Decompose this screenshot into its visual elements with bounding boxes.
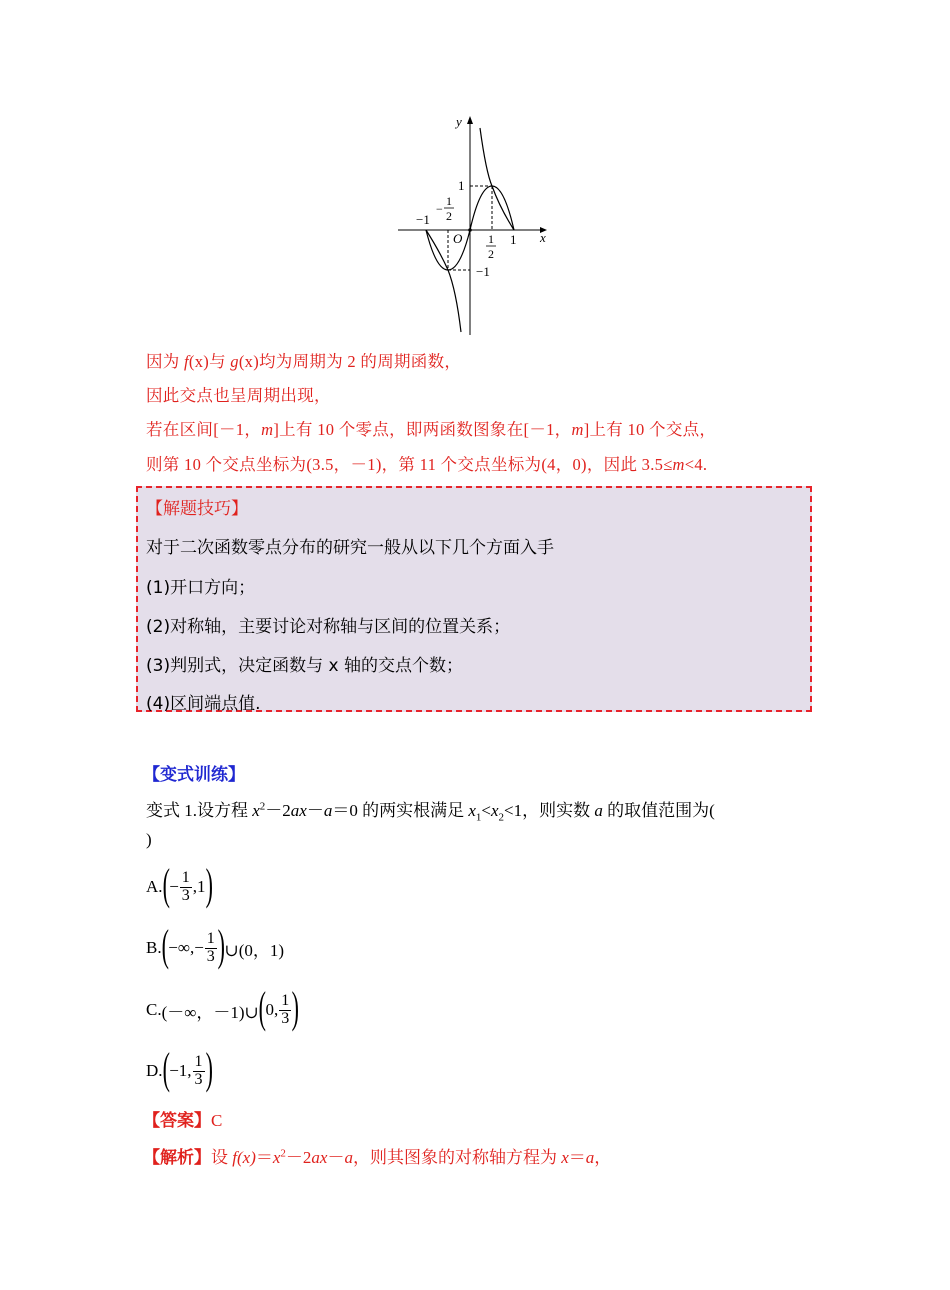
- analysis-tag: 【解析】: [143, 1148, 211, 1168]
- text: ]上有 10 个交点，: [583, 420, 717, 439]
- open-paren: (: [162, 860, 170, 909]
- option-label: B.: [146, 938, 162, 957]
- text: 0,: [265, 1000, 279, 1019]
- solution-line-1: [146, 348, 461, 372]
- text: m: [571, 420, 584, 439]
- curve-f: [480, 128, 514, 230]
- text: <4.: [684, 455, 708, 474]
- fraction: [205, 931, 217, 966]
- text: (x): [238, 352, 259, 371]
- tips-item-4: (4)区间端点值.: [146, 694, 261, 714]
- solution-line-2: 因此交点也呈周期出现，: [146, 386, 331, 405]
- tick-neg-half-sign: −: [436, 202, 443, 216]
- text: a: [344, 1148, 353, 1167]
- text: f: [232, 1148, 237, 1167]
- tick-neg-half-num: 1: [446, 194, 452, 208]
- x-axis-label: x: [540, 230, 546, 245]
- question-line: [146, 796, 715, 824]
- numerator: 1: [281, 991, 290, 1009]
- fraction: [193, 1054, 205, 1089]
- option-label: D.: [146, 1061, 163, 1080]
- close-paren: ): [291, 983, 300, 1032]
- text: 的取值范围为(: [602, 801, 715, 820]
- text: f: [184, 352, 189, 371]
- text: ]上有 10 个零点，即两函数图象在[－1，: [273, 420, 572, 439]
- text: －: [327, 1148, 345, 1167]
- text: ＝: [255, 1148, 273, 1167]
- text: x: [468, 801, 476, 820]
- numerator: 1: [181, 868, 190, 886]
- text: ，: [594, 1148, 612, 1167]
- open-paren: (: [162, 1044, 170, 1093]
- text: ax: [311, 1148, 328, 1167]
- numerator: 1: [194, 1052, 203, 1070]
- text: (x): [236, 1148, 256, 1167]
- text: a: [585, 1148, 595, 1167]
- open-paren: (: [161, 921, 169, 970]
- question-close-paren: ): [146, 830, 152, 849]
- text: －2: [265, 801, 291, 820]
- text: (－∞，－1)∪: [161, 1002, 259, 1022]
- tick-neg-half-den: 2: [446, 209, 452, 223]
- text: ∪(0，1): [224, 940, 285, 960]
- text: 2: [498, 811, 505, 824]
- tick-half-den: 2: [488, 247, 494, 261]
- text: 变式 1.设方程: [146, 801, 253, 820]
- denominator: 3: [281, 1009, 290, 1027]
- text: m: [672, 455, 685, 474]
- solution-line-4: [146, 451, 707, 475]
- origin-dot: [468, 228, 472, 232]
- option-b[interactable]: [146, 923, 284, 973]
- option-c[interactable]: [146, 985, 299, 1035]
- y-axis-label: y: [456, 114, 462, 129]
- close-paren: ): [217, 921, 225, 970]
- text: g: [230, 352, 239, 371]
- tips-box: [136, 486, 812, 712]
- fraction: [279, 993, 291, 1028]
- text: 与: [209, 352, 231, 371]
- y-tick-1-label: 1: [458, 178, 465, 193]
- text: 若在区间[－1，: [146, 420, 262, 439]
- option-label: C.: [146, 1000, 162, 1019]
- y-axis-arrow: [467, 116, 473, 124]
- origin-label: O: [453, 231, 463, 246]
- text: <1，则实数: [504, 801, 595, 820]
- close-paren: ): [205, 860, 213, 909]
- text: 设: [211, 1148, 233, 1167]
- solution-line-3: [146, 416, 716, 440]
- option-label: A.: [146, 877, 163, 896]
- tick-neg1-label: −1: [416, 212, 430, 227]
- text: 1: [475, 811, 482, 824]
- text: x: [490, 801, 499, 820]
- open-paren: (: [258, 983, 266, 1032]
- text: ，则其图象的对称轴方程为: [352, 1148, 562, 1167]
- denominator: 3: [181, 886, 190, 904]
- text: −: [169, 877, 179, 896]
- text: a: [323, 801, 333, 820]
- tips-title: 【解题技巧】: [146, 499, 248, 519]
- text: x: [272, 1148, 281, 1167]
- training-heading: 【变式训练】: [143, 765, 245, 785]
- tips-item-2: (2)对称轴，主要讨论对称轴与区间的位置关系；: [146, 617, 511, 637]
- tick-half-num: 1: [488, 232, 494, 246]
- tips-item-1: (1)开口方向；: [146, 578, 256, 598]
- y-tick-neg1-label: −1: [476, 264, 490, 279]
- text: ＝: [568, 1148, 586, 1167]
- numerator: 1: [206, 929, 215, 947]
- text: ＝0 的两实根满足: [332, 801, 469, 820]
- text: 则第 10 个交点坐标为(3.5，－1)，第 11 个交点坐标为(4，0)，因此 3.5≤: [146, 455, 673, 474]
- denominator: 3: [206, 947, 215, 965]
- option-d[interactable]: [146, 1046, 212, 1096]
- text: (x): [188, 352, 210, 371]
- fraction: [180, 870, 192, 905]
- text: x: [561, 1148, 569, 1167]
- text: 因为: [146, 352, 185, 371]
- text: 2: [259, 800, 266, 813]
- answer-value: C: [211, 1111, 223, 1130]
- text: x: [252, 801, 260, 820]
- text: 2: [280, 1147, 286, 1160]
- answer-tag: 【答案】: [143, 1111, 211, 1131]
- text: −∞,−: [168, 938, 204, 957]
- tick-pos1-label: 1: [510, 232, 517, 247]
- close-paren: ): [205, 1044, 213, 1093]
- text: a: [594, 801, 603, 820]
- analysis-line: [143, 1143, 611, 1168]
- text: <: [481, 801, 491, 820]
- text: ,1: [192, 877, 206, 896]
- text: m: [261, 420, 274, 439]
- function-graph: [390, 110, 560, 342]
- denominator: 3: [194, 1070, 203, 1088]
- tips-intro: 对于二次函数零点分布的研究一般从以下几个方面入手: [146, 538, 554, 558]
- answer-line: [143, 1106, 222, 1131]
- text: −1,: [169, 1061, 192, 1080]
- text: －: [306, 801, 324, 820]
- text: －2: [285, 1148, 312, 1167]
- tips-item-3: (3)判别式，决定函数与 x 轴的交点个数；: [146, 656, 463, 676]
- text: 均为周期为 2 的周期函数，: [259, 352, 462, 371]
- option-a[interactable]: [146, 862, 212, 912]
- text: ax: [290, 801, 307, 820]
